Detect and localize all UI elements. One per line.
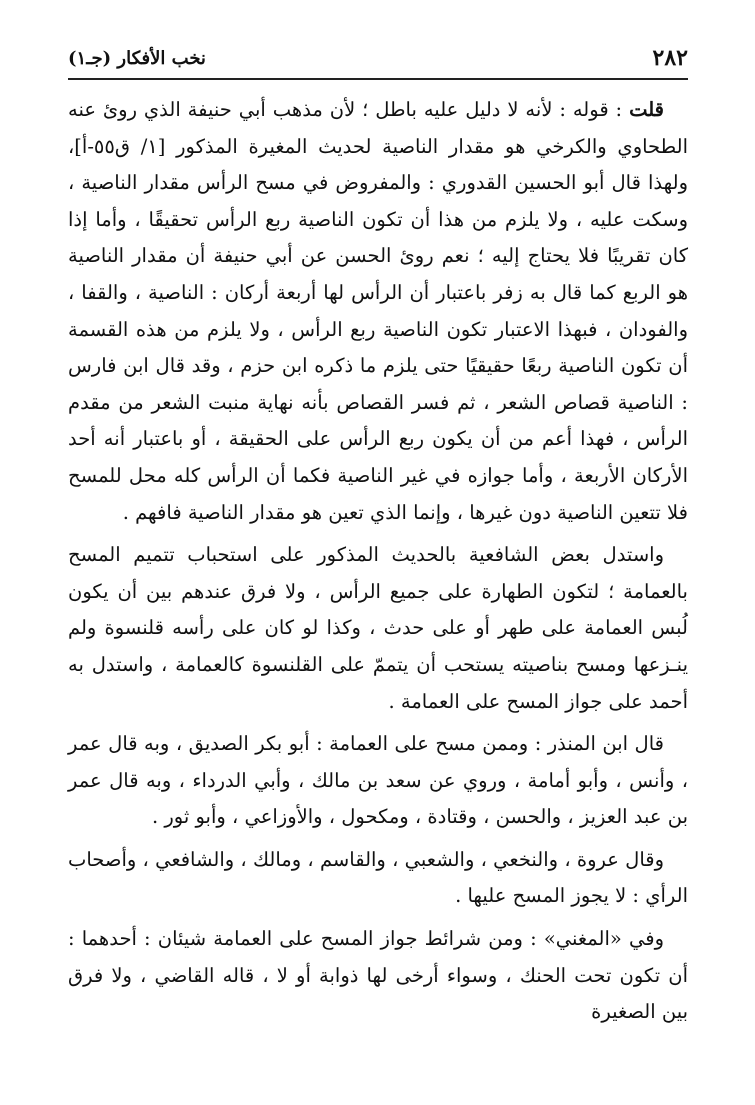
header-divider [68, 78, 688, 80]
paragraph [68, 537, 688, 720]
paragraph [68, 842, 688, 915]
paragraph [68, 92, 688, 531]
paragraph-text: واستدل بعض الشافعية بالحديث المذكور على استحباب تتميم المسح بالعمامة ؛ لتكون الطهارة على جميع الرأس ، ولا فرق عندهم بين أن يكون لُبس العمامة على طهر أو على حدث ، وكذا لو كان على رأسه قلنسوة ولم ينـزعها ومسح بناصيته يستحب أن يتممّ على القلنسوة كالعمامة ، واستدل به أحمد على جواز المسح على العمامة . [68, 543, 688, 713]
paragraph-text: : قوله : لأنه لا دليل عليه باطل ؛ لأن مذهب أبي حنيفة الذي روئ عنه الطحاوي والكرخي هو مقدار الناصية لحديث المغيرة المذكور [١/ ق٥٥-أ]، ولهذا قال أبو الحسين القدوري : والمفروض في مسح الرأس مقدار الناصية ، وسكت عليه ، ولا يلزم من هذا أن تكون الناصية ربع الرأس تحقيقًا ، وأما إذا كان تقريبًا فلا يحتاج إليه ؛ نعم روئ الحسن عن أبي حنيفة أن مقدار الناصية هو الربع كما قال به زفر باعتبار أن الرأس لها أربعة أركان : الناصية ، والقفا ، والفودان ، فبهذا الاعتبار تكون الناصية ربع الرأس ، ولا يلزم من هذه القسمة أن تكون الناصية ربعًا حقيقيًا حتى يلزم ما ذكره ابن حزم ، وقد قال ابن فارس : الناصية قصاص الشعر ، ثم فسر القصاص بأنه نهاية منبت الشعر من مقدم الرأس ، فهذا أعم من أن يكون ربع الرأس على الحقيقة ، أو باعتبار أنه أحد الأركان الأربعة ، وأما جوازه في غير الناصية فكما أن الرأس كله محل للمسح فلا تتعين الناصية دون غيرها ، وإنما الذي تعين هو مقدار الناصية فافهم . [68, 98, 688, 524]
paragraph [68, 921, 688, 1031]
paragraph-text: وقال عروة ، والنخعي ، والشعبي ، والقاسم ، ومالك ، والشافعي ، وأصحاب الرأي : لا يجوز المسح عليها . [68, 847, 688, 908]
book-page [68, 0, 688, 1105]
paragraph [68, 726, 688, 836]
page-number: ٢٨٢ [652, 45, 688, 71]
running-title: نخب الأفكار (جـ١) [68, 47, 206, 69]
page-header [68, 40, 688, 76]
lead-word: قلت [629, 98, 664, 121]
body-text [68, 92, 688, 1031]
paragraph-text: وفي «المغني» : ومن شرائط جواز المسح على العمامة شيئان : أحدهما : أن تكون تحت الحنك ، وسواء أرخى لها ذوابة أو لا ، قاله القاضي ، ولا فرق بين الصغيرة [68, 927, 688, 1024]
paragraph-text: قال ابن المنذر : وممن مسح على العمامة : أبو بكر الصديق ، وبه قال عمر ، وأنس ، وأبو أمامة ، وروي عن سعد بن مالك ، وأبي الدرداء ، وبه قال عمر بن عبد العزيز ، والحسن ، وقتادة ، ومكحول ، والأوزاعي ، وأبو ثور . [68, 732, 688, 829]
